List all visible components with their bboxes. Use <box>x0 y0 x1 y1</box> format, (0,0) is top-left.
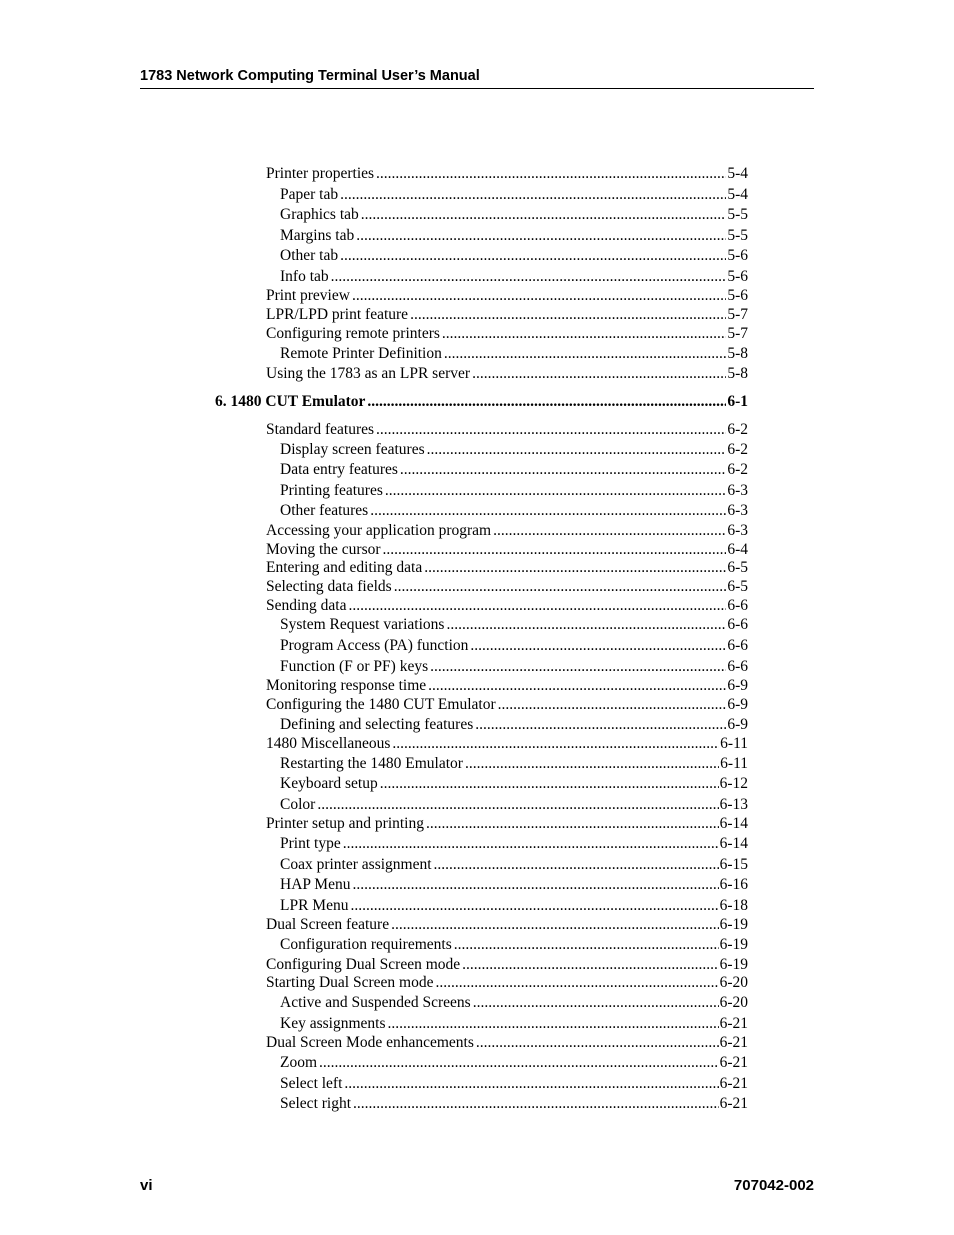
toc-entry-title: Key assignments <box>280 1015 386 1032</box>
toc-entry-title: LPR Menu <box>280 897 349 914</box>
toc-entry-page: 6-20 <box>719 974 748 991</box>
toc-entry-title: LPR/LPD print feature <box>266 306 409 323</box>
toc-entry[interactable] <box>266 955 748 975</box>
toc-entry-page: 6-21 <box>719 1015 748 1032</box>
toc-entry-page: 6-9 <box>727 677 748 694</box>
toc-entry[interactable] <box>266 1033 748 1053</box>
dot-leader <box>370 501 726 521</box>
toc-entry[interactable] <box>280 875 748 895</box>
toc-entry-title: Color <box>280 796 316 813</box>
toc-entry[interactable] <box>266 521 748 541</box>
toc-entry[interactable] <box>280 460 748 480</box>
toc-entry[interactable] <box>280 615 748 635</box>
toc-entry[interactable] <box>280 267 748 287</box>
dot-leader <box>427 440 727 460</box>
toc-entry[interactable] <box>280 1094 748 1114</box>
toc-entry[interactable] <box>266 596 748 616</box>
toc-entry-title: Other features <box>280 502 369 519</box>
toc-entry-page: 6-6 <box>727 637 748 654</box>
dot-leader <box>470 636 726 656</box>
toc-entry-page: 6-2 <box>727 421 748 438</box>
toc-entry-title: Configuration requirements <box>280 936 452 953</box>
toc-entry-page: 5-5 <box>727 227 748 244</box>
toc-entry-title: Restarting the 1480 Emulator <box>280 755 463 772</box>
toc-entry[interactable] <box>280 993 748 1013</box>
toc-entry-title: Moving the cursor <box>266 541 381 558</box>
dot-leader <box>410 305 726 325</box>
toc-entry-page: 5-6 <box>727 268 748 285</box>
toc-entry-page: 6-15 <box>719 856 748 873</box>
toc-entry-title: Configuring the 1480 CUT Emulator <box>266 696 496 713</box>
dot-leader <box>376 164 726 184</box>
toc-entry-title: Margins tab <box>280 227 355 244</box>
toc-entry[interactable] <box>280 440 748 460</box>
toc-entry-page: 6-5 <box>727 559 748 576</box>
toc-entry-title: Active and Suspended Screens <box>280 994 471 1011</box>
toc-entry-title: Display screen features <box>280 441 425 458</box>
dot-leader <box>350 896 718 916</box>
toc-entry[interactable] <box>266 305 748 325</box>
toc-entry[interactable] <box>266 324 748 344</box>
dot-leader <box>446 615 726 635</box>
toc-entry-title: Configuring Dual Screen mode <box>266 956 461 973</box>
dot-leader <box>435 973 718 993</box>
toc-entry[interactable] <box>280 834 748 854</box>
toc-entry-title: Select left <box>280 1075 343 1092</box>
toc-entry-page: 5-7 <box>727 325 748 342</box>
toc-entry-page: 6-19 <box>719 936 748 953</box>
toc-entry-page: 6-12 <box>719 775 748 792</box>
toc-entry-page: 6-21 <box>719 1034 748 1051</box>
toc-entry-title: Dual Screen feature <box>266 916 390 933</box>
dot-leader <box>383 540 727 560</box>
toc-entry[interactable] <box>280 754 748 774</box>
dot-leader <box>361 205 727 225</box>
toc-entry-page: 6-9 <box>727 696 748 713</box>
toc-entry[interactable] <box>266 577 748 597</box>
toc-entry[interactable] <box>280 657 748 677</box>
toc-entry-title: Print type <box>280 835 341 852</box>
toc-entry[interactable] <box>266 676 748 696</box>
toc-entry[interactable] <box>266 558 748 578</box>
dot-leader <box>319 1053 719 1073</box>
toc-entry[interactable] <box>280 1053 748 1073</box>
document-number: 707042-002 <box>733 1177 814 1194</box>
dot-leader <box>385 481 726 501</box>
toc-entry-title: Program Access (PA) function <box>280 637 469 654</box>
toc-entry-page: 6-20 <box>719 994 748 1011</box>
dot-leader <box>391 915 719 935</box>
dot-leader <box>380 774 719 794</box>
toc-entry[interactable] <box>280 715 748 735</box>
toc-entry-page: 6-3 <box>727 502 748 519</box>
toc-entry[interactable] <box>280 481 748 501</box>
dot-leader <box>367 392 726 412</box>
toc-entry-title: Data entry features <box>280 461 398 478</box>
toc-entry-page: 6-13 <box>719 796 748 813</box>
toc-entry[interactable] <box>266 286 748 306</box>
toc-entry-page: 6-14 <box>719 835 748 852</box>
dot-leader <box>343 834 719 854</box>
toc-chapter-entry[interactable] <box>215 392 748 412</box>
toc-entry-page: 5-8 <box>727 345 748 362</box>
toc-entry[interactable] <box>280 935 748 955</box>
dot-leader <box>424 558 726 578</box>
dot-leader <box>387 1014 718 1034</box>
toc-entry-title: Remote Printer Definition <box>280 345 442 362</box>
toc-entry-title: Graphics tab <box>280 206 359 223</box>
toc-entry[interactable] <box>280 185 748 205</box>
toc-entry-page: 6-2 <box>727 441 748 458</box>
toc-entry[interactable] <box>280 246 748 266</box>
dot-leader <box>442 324 726 344</box>
toc-entry-title: Defining and selecting features <box>280 716 474 733</box>
toc-entry-title: Keyboard setup <box>280 775 378 792</box>
dot-leader <box>352 875 718 895</box>
toc-entry-title: Dual Screen Mode enhancements <box>266 1034 474 1051</box>
toc-entry-title: Entering and editing data <box>266 559 423 576</box>
toc-entry[interactable] <box>266 695 748 715</box>
page-number: vi <box>140 1177 153 1194</box>
toc-entry[interactable] <box>280 1074 748 1094</box>
toc-entry[interactable] <box>266 814 748 834</box>
toc-entry[interactable] <box>266 164 748 184</box>
toc-entry-page: 6-5 <box>727 578 748 595</box>
manual-title: 1783 Network Computing Terminal User’s Manual <box>140 68 480 84</box>
toc-entry-page: 6-6 <box>727 616 748 633</box>
toc-entry[interactable] <box>266 973 748 993</box>
dot-leader <box>462 955 718 975</box>
dot-leader <box>465 754 719 774</box>
toc-entry-title: Using the 1783 as an LPR server <box>266 365 471 382</box>
dot-leader <box>356 226 726 246</box>
toc-entry-title: 1480 Miscellaneous <box>266 735 391 752</box>
dot-leader <box>376 420 726 440</box>
toc-entry-page: 6-1 <box>727 393 748 410</box>
toc-entry-title: Select right <box>280 1095 352 1112</box>
toc-entry-title: HAP Menu <box>280 876 351 893</box>
dot-leader <box>340 185 726 205</box>
toc-entry-title: Other tab <box>280 247 339 264</box>
dot-leader <box>430 657 726 677</box>
toc-entry-page: 6-19 <box>719 916 748 933</box>
toc-entry-title: Selecting data fields <box>266 578 392 595</box>
toc-entry-page: 6-2 <box>727 461 748 478</box>
toc-entry-title: Print preview <box>266 287 350 304</box>
toc-entry[interactable] <box>266 364 748 384</box>
toc-entry-title: Monitoring response time <box>266 677 427 694</box>
toc-entry-page: 5-7 <box>727 306 748 323</box>
toc-entry-page: 5-6 <box>727 247 748 264</box>
dot-leader <box>392 734 719 754</box>
toc-entry-title: Info tab <box>280 268 329 285</box>
dot-leader <box>394 577 727 597</box>
toc-entry-page: 6-4 <box>727 541 748 558</box>
toc-entry[interactable] <box>280 205 748 225</box>
toc-entry-title: Printing features <box>280 482 383 499</box>
dot-leader <box>472 364 726 384</box>
dot-leader <box>353 1094 719 1114</box>
toc-entry-page: 6-11 <box>720 755 748 772</box>
toc-entry-page: 5-5 <box>727 206 748 223</box>
toc-entry[interactable] <box>266 420 748 440</box>
toc-entry-page: 6-6 <box>727 597 748 614</box>
toc-entry-page: 6-21 <box>719 1054 748 1071</box>
dot-leader <box>434 855 719 875</box>
toc-entry-title: Standard features <box>266 421 375 438</box>
toc-entry[interactable] <box>280 896 748 916</box>
dot-leader <box>349 596 727 616</box>
toc-entry-title: Sending data <box>266 597 347 614</box>
toc-entry-title: System Request variations <box>280 616 445 633</box>
dot-leader <box>493 521 726 541</box>
toc-entry[interactable] <box>280 226 748 246</box>
toc-entry-title: Configuring remote printers <box>266 325 440 342</box>
toc-entry-title: Starting Dual Screen mode <box>266 974 434 991</box>
dot-leader <box>331 267 727 287</box>
dot-leader <box>473 993 719 1013</box>
toc-entry-page: 6-21 <box>719 1075 748 1092</box>
toc-entry-title: Printer setup and printing <box>266 815 424 832</box>
toc-entry[interactable] <box>266 915 748 935</box>
dot-leader <box>317 795 718 815</box>
toc-entry-title: Paper tab <box>280 186 339 203</box>
toc-entry-title: Zoom <box>280 1054 318 1071</box>
toc-entry[interactable] <box>280 344 748 364</box>
toc-entry-title: Printer properties <box>266 165 375 182</box>
toc-entry-title: Function (F or PF) keys <box>280 658 429 675</box>
dot-leader <box>475 715 726 735</box>
dot-leader <box>426 814 719 834</box>
toc-entry-title: Coax printer assignment <box>280 856 432 873</box>
toc-entry-page: 6-3 <box>727 482 748 499</box>
toc-entry-page: 6-19 <box>719 956 748 973</box>
toc-entry-page: 6-21 <box>719 1095 748 1112</box>
toc-entry-page: 6-18 <box>719 897 748 914</box>
toc-entry-page: 6-16 <box>719 876 748 893</box>
toc-entry-page: 5-6 <box>727 287 748 304</box>
dot-leader <box>454 935 719 955</box>
dot-leader <box>444 344 726 364</box>
toc-entry[interactable] <box>266 540 748 560</box>
toc-entry-page: 5-4 <box>727 186 748 203</box>
toc-entry-page: 6-14 <box>719 815 748 832</box>
toc-entry-page: 6-11 <box>720 735 748 752</box>
toc-entry-page: 6-3 <box>727 522 748 539</box>
dot-leader <box>344 1074 718 1094</box>
toc-entry[interactable] <box>280 501 748 521</box>
toc-entry[interactable] <box>280 1014 748 1034</box>
toc-entry-title: Accessing your application program <box>266 522 492 539</box>
dot-leader <box>400 460 726 480</box>
toc-entry-page: 5-8 <box>727 365 748 382</box>
toc-entry[interactable] <box>280 855 748 875</box>
toc-entry[interactable] <box>280 774 748 794</box>
toc-entry-page: 6-6 <box>727 658 748 675</box>
toc-entry[interactable] <box>280 636 748 656</box>
dot-leader <box>352 286 726 306</box>
toc-entry[interactable] <box>280 795 748 815</box>
toc-entry-title: 6. 1480 CUT Emulator <box>215 393 366 410</box>
toc-entry[interactable] <box>266 734 748 754</box>
toc-entry-page: 6-9 <box>727 716 748 733</box>
dot-leader <box>498 695 727 715</box>
dot-leader <box>340 246 726 266</box>
dot-leader <box>428 676 726 696</box>
toc-entry-page: 5-4 <box>727 165 748 182</box>
dot-leader <box>476 1033 719 1053</box>
